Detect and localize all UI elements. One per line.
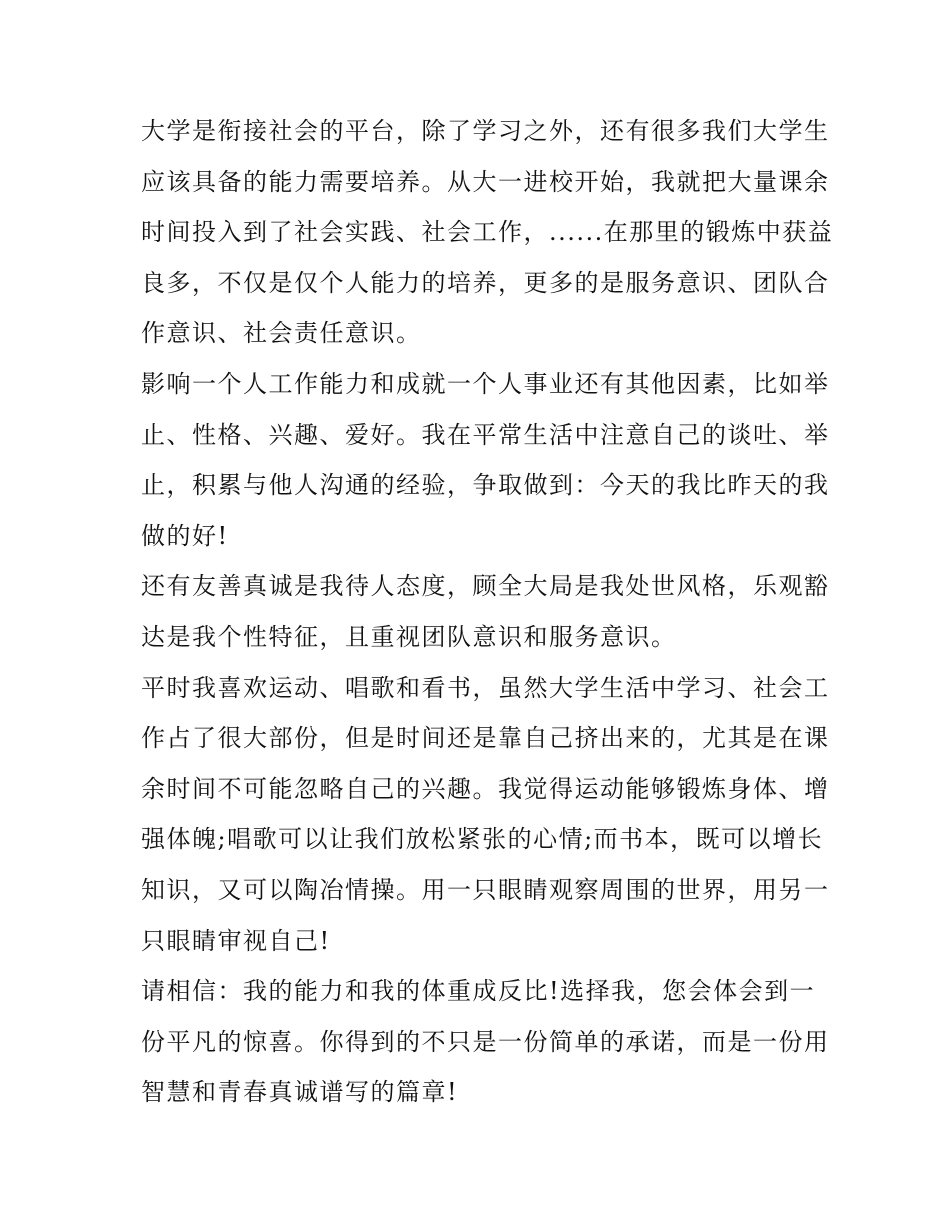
text-line: 知识，又可以陶冶情操。用一只眼睛观察周围的世界，用另一: [141, 875, 830, 904]
text-line: 应该具备的能力需要培养。从大一进校开始，我就把大量课余: [141, 167, 830, 196]
text-line: 达是我个性特征，且重视团队意识和服务意识。: [141, 622, 677, 651]
text-line: 止，积累与他人沟通的经验，争取做到：今天的我比昨天的我: [141, 471, 830, 500]
text-line: 只眼睛审视自己!: [141, 926, 331, 955]
text-line: 做的好!: [141, 521, 229, 550]
text-line: 时间投入到了社会实践、社会工作，......在那里的锻炼中获益: [141, 218, 834, 247]
text-line: 影响一个人工作能力和成就一个人事业还有其他因素，比如举: [141, 369, 830, 398]
text-line: 作占了很大部份，但是时间还是靠自己挤出来的，尤其是在课: [141, 724, 830, 753]
text-line: 份平凡的惊喜。你得到的不只是一份简单的承诺，而是一份用: [141, 1027, 830, 1056]
text-line: 作意识、社会责任意识。: [141, 319, 422, 348]
text-line: 还有友善真诚是我待人态度，顾全大局是我处世风格，乐观豁: [141, 572, 830, 601]
text-line: 余时间不可能忽略自己的兴趣。我觉得运动能够锻炼身体、增: [141, 774, 830, 803]
text-line: 平时我喜欢运动、唱歌和看书，虽然大学生活中学习、社会工: [141, 673, 830, 702]
text-line: 请相信：我的能力和我的体重成反比!选择我，您会体会到一: [141, 977, 816, 1006]
text-line: 止、性格、兴趣、爱好。我在平常生活中注意自己的谈吐、举: [141, 420, 830, 449]
text-line: 智慧和青春真诚谱写的篇章!: [141, 1078, 459, 1107]
document-body: [141, 106, 834, 1118]
text-line: 大学是衔接社会的平台，除了学习之外，还有很多我们大学生: [141, 117, 830, 145]
text-line: 强体魄;唱歌可以让我们放松紧张的心情;而书本，既可以增长: [141, 825, 824, 854]
text-line: 良多，不仅是仅个人能力的培养，更多的是服务意识、团队合: [141, 268, 830, 297]
